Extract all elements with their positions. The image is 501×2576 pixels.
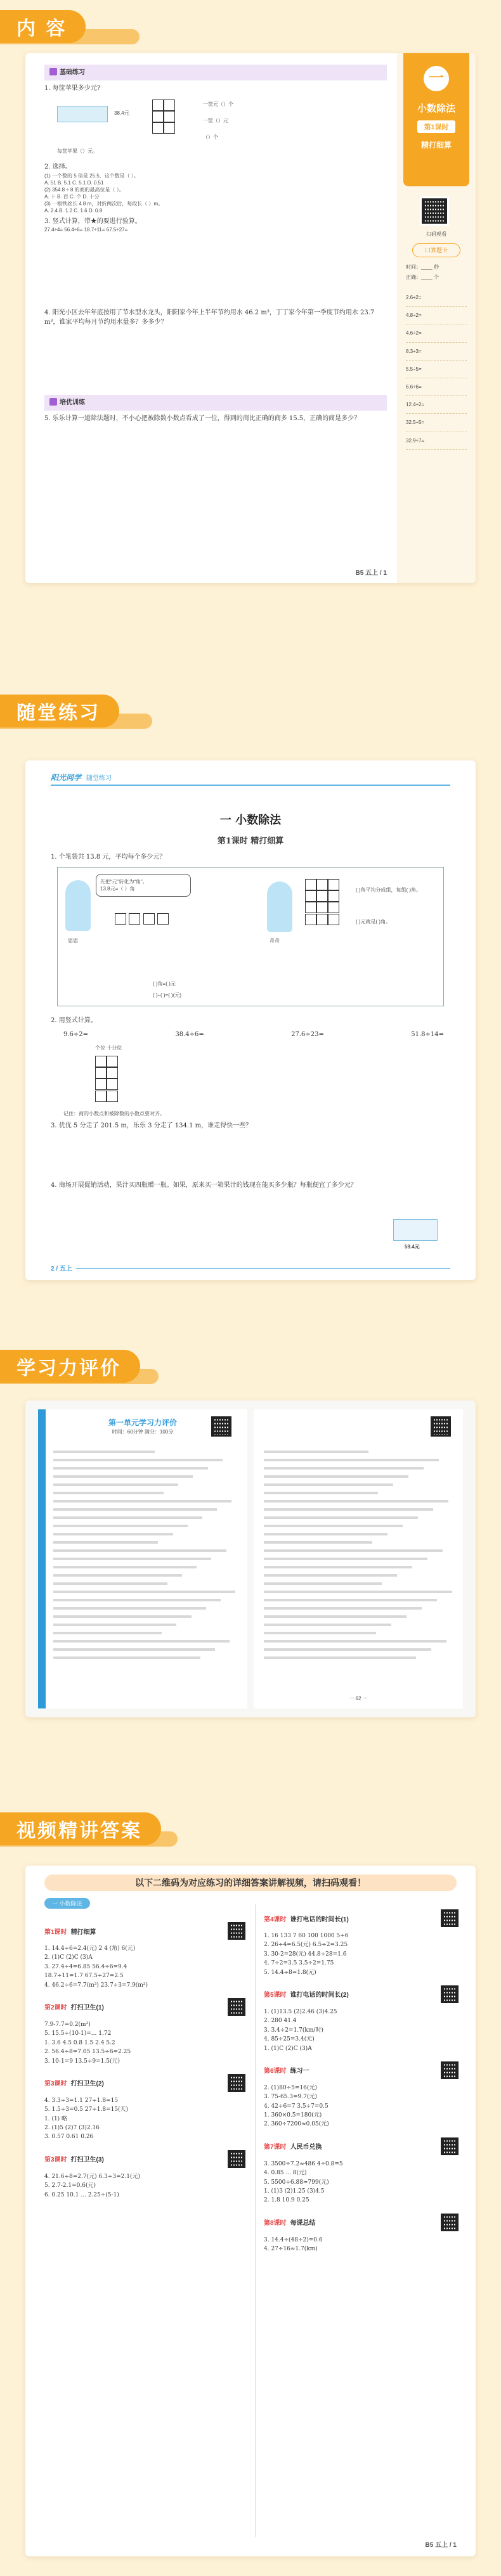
question-1-figure bbox=[44, 97, 387, 160]
tag-icon bbox=[49, 398, 57, 406]
right-note-1: ( )角平均分成组，每组( )角。 bbox=[356, 887, 422, 893]
answer-line: 2. 1.8 10.9 0.25 bbox=[264, 2197, 309, 2204]
text-line bbox=[264, 1451, 368, 1453]
apple-boxes-image bbox=[57, 106, 108, 122]
answer-line: 1. 14.4÷6=2.4(元) 2 4 (角) 6(元) bbox=[44, 1945, 136, 1952]
oral-item: 4.6÷2= bbox=[406, 324, 467, 342]
text-line bbox=[264, 1607, 422, 1610]
text-line bbox=[53, 1640, 230, 1643]
section-header-answers bbox=[0, 1812, 165, 1845]
answer-line: 1. (1)C (2)C (3)A bbox=[264, 2045, 312, 2052]
text-line bbox=[53, 1591, 235, 1593]
eval-spread-card bbox=[25, 1400, 476, 1717]
qr-code[interactable] bbox=[226, 2148, 247, 2170]
lesson-name: 谁打电话的时间长(1) bbox=[290, 1916, 349, 1923]
lesson-title bbox=[264, 1989, 349, 1999]
answer-line: 5. 14.4÷8=1.8(元) bbox=[264, 1969, 316, 1976]
text-line bbox=[264, 1500, 448, 1503]
question-3-items: 27.4÷4= 56.4÷6= 18.7÷11= 67.5÷27= bbox=[44, 227, 128, 233]
answer-line: 3. 3500÷7.2≈486 4÷0.8=5 bbox=[264, 2160, 343, 2167]
text-line bbox=[53, 1624, 176, 1626]
question-2: 2. 用竖式计算。 bbox=[51, 1017, 97, 1024]
text-line bbox=[264, 1566, 412, 1568]
section-header-eval bbox=[0, 1350, 165, 1383]
oral-card-label: 口算题卡 bbox=[412, 243, 460, 257]
oral-side-panel bbox=[397, 53, 476, 583]
oral-item: 5.5÷5= bbox=[406, 361, 467, 378]
lesson-name: 打扫卫生(3) bbox=[70, 2156, 104, 2164]
division-frame bbox=[305, 879, 339, 925]
lesson-heading bbox=[44, 2148, 247, 2170]
tag-icon bbox=[49, 68, 57, 75]
answer-line: 4. 42÷6=7 3.5÷7=0.5 bbox=[264, 2103, 329, 2110]
text-line bbox=[264, 1632, 376, 1634]
text-line bbox=[53, 1508, 217, 1511]
binding-strip bbox=[38, 1409, 46, 1708]
qr-code[interactable] bbox=[209, 1414, 233, 1439]
lesson-heading bbox=[264, 2212, 460, 2233]
basic-practice-label bbox=[44, 65, 387, 80]
answer-line: 1. (1)13.5 (2)2.46 (3)4.25 bbox=[264, 2008, 337, 2015]
text-line bbox=[264, 1656, 416, 1659]
oral-items bbox=[406, 289, 467, 450]
lesson-topic: 精打细算 bbox=[420, 141, 452, 150]
text-line bbox=[53, 1541, 158, 1544]
speech-text: 先把“元”转化为“角”。 bbox=[100, 879, 148, 885]
answer-line: 3. 3.4÷2=1.7(km/时) bbox=[264, 2027, 323, 2034]
question-3: 3. 竖式计算，带★的要进行验算。 bbox=[44, 217, 141, 225]
text-line bbox=[53, 1607, 206, 1610]
qr-code[interactable] bbox=[429, 1414, 453, 1439]
text-line bbox=[264, 1475, 408, 1478]
text-line bbox=[53, 1467, 208, 1470]
calc-item: 38.4÷6= bbox=[175, 1031, 204, 1038]
answer-line: 1. 3.6 4.5 0.8 1.5 2.4 5.2 bbox=[44, 2039, 115, 2046]
oral-item: 12.4÷2= bbox=[406, 396, 467, 414]
lesson-heading bbox=[264, 2136, 460, 2157]
text-line bbox=[53, 1648, 215, 1651]
answer-line: 4. 85÷25=3.4(元) bbox=[264, 2036, 315, 2043]
question-2: 2. 选择。 bbox=[44, 163, 72, 170]
text-line bbox=[264, 1648, 431, 1651]
content-page-card bbox=[25, 53, 476, 583]
answer-line: 2. 26÷4=6.5(元) 6.5÷2=3.25 bbox=[264, 1942, 348, 1949]
left-fill: ( )角=( )元 bbox=[153, 981, 176, 987]
answer-line: 2. (1)C (2)C (3)A bbox=[44, 1954, 93, 1961]
eval-title: 第一单元学习力评价 bbox=[108, 1418, 177, 1427]
reminder-note: 记住：商的小数点和被除数的小数点要对齐。 bbox=[63, 1111, 165, 1117]
qr-code[interactable] bbox=[226, 1996, 247, 2018]
section-title: 视频精讲答案 bbox=[16, 1820, 142, 1842]
oral-item: 2.6÷2= bbox=[406, 289, 467, 307]
qr-code[interactable] bbox=[420, 196, 449, 226]
lesson-number: 第6课时 bbox=[264, 2068, 287, 2075]
answer-line: 3. 75-65.3=9.7(元) bbox=[264, 2094, 317, 2101]
juice-price: 59.4元 bbox=[405, 1244, 420, 1250]
answer-line: 3. 27.4÷4=6.85 56.4÷6=9.4 bbox=[44, 1963, 127, 1970]
answer-banner bbox=[44, 1874, 457, 1891]
boy-illustration bbox=[267, 881, 292, 932]
text-line bbox=[53, 1483, 178, 1486]
content-main bbox=[44, 65, 387, 423]
answer-line: 4. 7÷2=3.5 3.5÷2=1.75 bbox=[264, 1960, 334, 1967]
answer-line: 4. 21.6÷8=2.7(元) 6.3÷3=2.1(元) bbox=[44, 2173, 140, 2180]
lesson-heading bbox=[44, 1920, 247, 1942]
page-number: B5 五上 / 1 bbox=[425, 2542, 457, 2549]
answer-line: 1. 16 133 7 60 100 1000 5÷6 bbox=[264, 1933, 349, 1939]
text-line bbox=[264, 1582, 382, 1585]
answer-line: 3. 10-1=9 13.5÷9=1.5(元) bbox=[44, 2058, 120, 2065]
text-line bbox=[264, 1640, 446, 1643]
answer-line: 2. 360÷7200≈0.05(元) bbox=[264, 2121, 329, 2128]
text-line bbox=[264, 1492, 378, 1494]
text-line bbox=[264, 1483, 393, 1486]
text-line bbox=[53, 1475, 193, 1478]
eval-left-page bbox=[38, 1409, 247, 1708]
tag-text: 培优训练 bbox=[60, 399, 85, 407]
lesson-name: 谁打电话的时间长(2) bbox=[290, 1992, 349, 1999]
answers-right-column bbox=[264, 1901, 460, 2254]
text-line bbox=[53, 1615, 192, 1618]
question-4: 4. 阳光小区去年年底按用了节水型水龙头，阳阳家今年上半年节约用水 46.2 m³，丁丁家今年第一季度节约用水 23.7 m³，谁家平均每月节约用水量多？多多少？ bbox=[44, 309, 375, 326]
question-5: 5. 乐乐计算一道除法题时，不小心把被除数小数点看成了一位，得到的商比正确的商多 15.5，正确的商是多少？ bbox=[44, 414, 361, 422]
right-fill: ( )÷( )=( )(元) bbox=[153, 992, 182, 998]
speech-bubble-left bbox=[96, 874, 191, 897]
question-2c: (3) 一根铁丝长 4.8 m，对折两次后，每段长（ ）m。 bbox=[44, 201, 164, 207]
answer-line: 2. 56.4÷8=7.05 13.5÷6=2.25 bbox=[44, 2049, 131, 2056]
answer-line: 1. (1) 略 bbox=[44, 2115, 68, 2122]
text-line bbox=[53, 1632, 162, 1634]
lesson-heading: 第1课时 精打细算 bbox=[217, 836, 284, 846]
answer-line: 2. (1)5 (2)7 (3)2.16 bbox=[44, 2125, 100, 2132]
lesson-number: 第7课时 bbox=[264, 2144, 287, 2151]
brand-logo: 阳光同学 bbox=[51, 773, 82, 782]
answer-line: 5. 15.5÷(10-1)=... 1.72 bbox=[44, 2030, 112, 2037]
unit-title: 小数除法 bbox=[417, 103, 455, 114]
lesson-name: 每课总结 bbox=[290, 2220, 316, 2227]
fill-line-2: 一筐（）元 bbox=[203, 118, 228, 124]
question-2c-options: A. 2.4 B. 1.2 C. 1.6 D. 0.8 bbox=[44, 208, 103, 214]
answer-line: 5. 1.5÷3=0.5 27÷1.8=15(天) bbox=[44, 2106, 129, 2113]
answer-line: 4. 27÷16≈1.7(km) bbox=[264, 2246, 318, 2253]
text-line bbox=[53, 1558, 211, 1560]
text-line bbox=[53, 1516, 202, 1519]
price-label: 38.4元 bbox=[114, 110, 129, 116]
text-line bbox=[53, 1549, 226, 1552]
lesson-title bbox=[264, 2065, 309, 2075]
section-header-bar bbox=[0, 1350, 140, 1383]
text-line bbox=[53, 1566, 197, 1568]
juice-box-image bbox=[393, 1219, 438, 1241]
text-line bbox=[53, 1582, 167, 1585]
text-line bbox=[264, 1615, 407, 1618]
girl-illustration bbox=[65, 880, 91, 931]
answer-line: 3. 14.4÷(48÷2)=0.6 bbox=[264, 2236, 323, 2243]
qr-code[interactable] bbox=[439, 2212, 460, 2233]
lesson-heading bbox=[264, 1907, 460, 1929]
lesson-heading bbox=[264, 1983, 460, 2005]
column-header: 个位 十分位 bbox=[95, 1045, 122, 1051]
answer-line: 5. 2.7-2.1=0.6(元) bbox=[44, 2182, 96, 2189]
answer-line: 1. (1)3 (2)1.25 (3)4.5 bbox=[264, 2188, 325, 2195]
text-line bbox=[264, 1558, 427, 1560]
correct-field: 正确：____ 个 bbox=[406, 274, 439, 280]
question-2-items bbox=[63, 1030, 444, 1040]
improve-practice-label bbox=[44, 395, 387, 411]
timer-field: 时间：____ 秒 bbox=[406, 264, 439, 270]
oral-item: 32.9÷7= bbox=[406, 432, 467, 450]
text-line bbox=[53, 1574, 182, 1577]
lesson-title bbox=[264, 2141, 322, 2151]
column-divider bbox=[255, 1904, 256, 2537]
unit-pill-text: 一 小数除法 bbox=[44, 1898, 90, 1909]
question-1: 1. 每筐苹果多少元? bbox=[44, 84, 101, 92]
lesson-title bbox=[44, 2154, 104, 2163]
lesson-number: 第5课时 bbox=[264, 1992, 287, 1999]
eval-right-page bbox=[254, 1409, 463, 1708]
oral-item: 6.6÷6= bbox=[406, 378, 467, 396]
answer-line: 3. 0.57 0.61 0.26 bbox=[44, 2134, 94, 2141]
practice-page-card bbox=[25, 760, 476, 1280]
lesson-number: 第4课时 bbox=[264, 1916, 287, 1923]
answer-line: 2. (1)80÷5=16(元) bbox=[264, 2084, 317, 2091]
text-line bbox=[53, 1459, 223, 1461]
question-4: 4. 商场开展促销活动，果汁买四瓶赠一瓶。如果，原来买一箱果汁的钱现在能买多少瓶？每瓶便宜了多少元？ bbox=[51, 1182, 357, 1189]
text-line bbox=[53, 1525, 188, 1527]
question-2b: (2) 354.8 ÷ 8 的商的最高位是（ ）。 bbox=[44, 186, 124, 193]
answer-line: 18.7÷11=1.7 67.5÷27=2.5 bbox=[44, 1973, 124, 1980]
answer-line: 7.9-7.7=0.2(m³) bbox=[44, 2021, 91, 2028]
text-line bbox=[264, 1574, 397, 1577]
answer-line: 4. 3.3÷3=1.1 27÷1.8=15 bbox=[44, 2097, 119, 2104]
lesson-number: 第2课时 bbox=[44, 2004, 67, 2012]
text-line bbox=[53, 1656, 200, 1659]
lesson-number: 第3课时 bbox=[44, 2156, 67, 2164]
boy-name: 奇奇 bbox=[270, 938, 280, 944]
text-line bbox=[264, 1508, 433, 1511]
text-line bbox=[264, 1549, 443, 1552]
question-2a: (1) 一个数的 5 倍是 25.5，这个数是（ ）。 bbox=[44, 172, 139, 179]
answer-line: 2. 280 41.4 bbox=[264, 2018, 297, 2025]
answer-line: 每筐苹果（）元。 bbox=[57, 148, 98, 154]
unit-banner bbox=[403, 53, 469, 186]
scan-label: 扫码观看 bbox=[426, 231, 446, 237]
answer-page-card bbox=[25, 1866, 476, 2556]
lesson-heading bbox=[264, 2060, 460, 2081]
right-note-2: ( )元就是( )角。 bbox=[356, 919, 391, 925]
eval-content-lines bbox=[264, 1445, 454, 1665]
text-line bbox=[264, 1516, 418, 1519]
question-3: 3. 优优 5 分走了 201.5 m，乐乐 3 分走了 134.1 m，谁走得快一些？ bbox=[51, 1122, 252, 1129]
answer-line: 4. 0.85 ... 8(元) bbox=[264, 2170, 307, 2177]
qr-code[interactable] bbox=[439, 2060, 460, 2081]
page-number: 2 / 五上 bbox=[51, 1266, 72, 1272]
oral-item: 32.5÷5= bbox=[406, 414, 467, 432]
oral-item: 8.3÷3= bbox=[406, 343, 467, 361]
text-line bbox=[264, 1459, 439, 1461]
text-line bbox=[53, 1533, 173, 1535]
speech-sub: 13.8元=（ ）角 bbox=[100, 886, 135, 892]
text-line bbox=[53, 1492, 164, 1494]
header-rule bbox=[51, 785, 450, 786]
fill-line-3: （）个 bbox=[203, 134, 218, 140]
lesson-name: 精打细算 bbox=[70, 1928, 96, 1936]
eval-content-lines bbox=[53, 1445, 237, 1665]
section-title: 内 容 bbox=[16, 18, 67, 40]
section-title: 学习力评价 bbox=[16, 1357, 121, 1380]
lesson-number: 第1课时 bbox=[44, 1928, 67, 1936]
page-number: B5 五上 / 1 bbox=[355, 570, 387, 577]
question-1-panel bbox=[57, 867, 444, 1006]
lesson-title bbox=[44, 2002, 104, 2011]
fill-line-1: 一筐元（）个 bbox=[203, 101, 233, 107]
unit-number: 一 bbox=[424, 66, 449, 91]
lesson-title bbox=[44, 2078, 104, 2087]
lesson-name: 打扫卫生(2) bbox=[70, 2080, 104, 2088]
box-row bbox=[115, 913, 169, 925]
lesson-title bbox=[264, 1914, 349, 1923]
tag-text: 基础练习 bbox=[60, 69, 85, 76]
lesson-name: 打扫卫生(1) bbox=[70, 2004, 104, 2012]
lesson-heading bbox=[44, 1996, 247, 2018]
qr-code[interactable] bbox=[439, 1907, 460, 1929]
calc-item: 27.6÷23= bbox=[291, 1031, 324, 1038]
lesson-badge: 第1课时 bbox=[417, 120, 455, 133]
page-number: 一 62 一 bbox=[349, 1695, 368, 1701]
section-header-bar bbox=[0, 10, 86, 43]
text-line bbox=[264, 1525, 403, 1527]
section-header-content bbox=[0, 10, 165, 43]
text-line bbox=[264, 1624, 391, 1626]
brand-sub: 随堂练习 bbox=[86, 775, 112, 782]
text-line bbox=[264, 1541, 372, 1544]
section-title: 随堂练习 bbox=[16, 702, 100, 724]
vertical-frame bbox=[95, 1056, 118, 1102]
answer-line: 6. 0.25 10.1 ... 2.25÷(5-1) bbox=[44, 2191, 119, 2198]
text-line bbox=[53, 1451, 155, 1453]
footer-rule bbox=[76, 1268, 450, 1269]
banner-text: 以下二维码为对应练习的详细答案讲解视频，请扫码观看！ bbox=[135, 1878, 366, 1888]
answer-line: 5. 5500÷6.88≈799(元) bbox=[264, 2179, 329, 2186]
answers-left-column bbox=[44, 1914, 247, 2200]
qr-code[interactable] bbox=[226, 1920, 247, 1942]
eval-meta: 时间：60分钟 满分：100分 bbox=[112, 1429, 174, 1435]
text-line bbox=[264, 1467, 424, 1470]
question-2a-options: A. 51 B. 5.1 C. 5.1 D. 0.51 bbox=[44, 179, 104, 186]
unit-heading: 一 小数除法 bbox=[219, 814, 282, 827]
text-line bbox=[53, 1500, 231, 1503]
question-1: 1. 个笔袋共 13.8 元，平均每个多少元？ bbox=[51, 854, 166, 861]
girl-name: 思思 bbox=[68, 938, 78, 944]
lesson-number: 第3课时 bbox=[44, 2080, 67, 2088]
lesson-heading bbox=[44, 2072, 247, 2094]
brand-header bbox=[51, 772, 112, 783]
question-2b-options: A. 十 B. 百 C. 个 D. 十分 bbox=[44, 194, 100, 200]
lesson-title bbox=[264, 2217, 316, 2227]
answer-line: 3. 30-2=28(元) 44.8÷28=1.6 bbox=[264, 1951, 347, 1958]
calc-item: 51.8÷14= bbox=[411, 1031, 444, 1038]
calc-item: 9.6÷2= bbox=[63, 1031, 89, 1038]
oral-item: 4.8÷2= bbox=[406, 307, 467, 324]
text-line bbox=[264, 1599, 437, 1601]
answer-line: 1. 360×0.5=180(元) bbox=[264, 2112, 322, 2119]
section-header-bar bbox=[0, 695, 119, 727]
text-line bbox=[264, 1533, 387, 1535]
answer-line: 4. 46.2÷6=7.7(m³) 23.7÷3=7.9(m³) bbox=[44, 1982, 148, 1989]
lesson-name: 人民币兑换 bbox=[290, 2144, 322, 2151]
text-line bbox=[264, 1591, 452, 1593]
section-header-bar bbox=[0, 1812, 161, 1845]
qr-code[interactable] bbox=[439, 2136, 460, 2157]
qr-code[interactable] bbox=[226, 2072, 247, 2094]
lesson-title bbox=[44, 1926, 96, 1936]
qr-code[interactable] bbox=[439, 1983, 460, 2005]
unit-pill bbox=[44, 1897, 90, 1909]
lesson-number: 第8课时 bbox=[264, 2220, 287, 2227]
text-line bbox=[53, 1599, 221, 1601]
section-header-practice bbox=[0, 695, 165, 727]
division-frame bbox=[152, 99, 175, 134]
lesson-name: 练习一 bbox=[290, 2068, 309, 2075]
